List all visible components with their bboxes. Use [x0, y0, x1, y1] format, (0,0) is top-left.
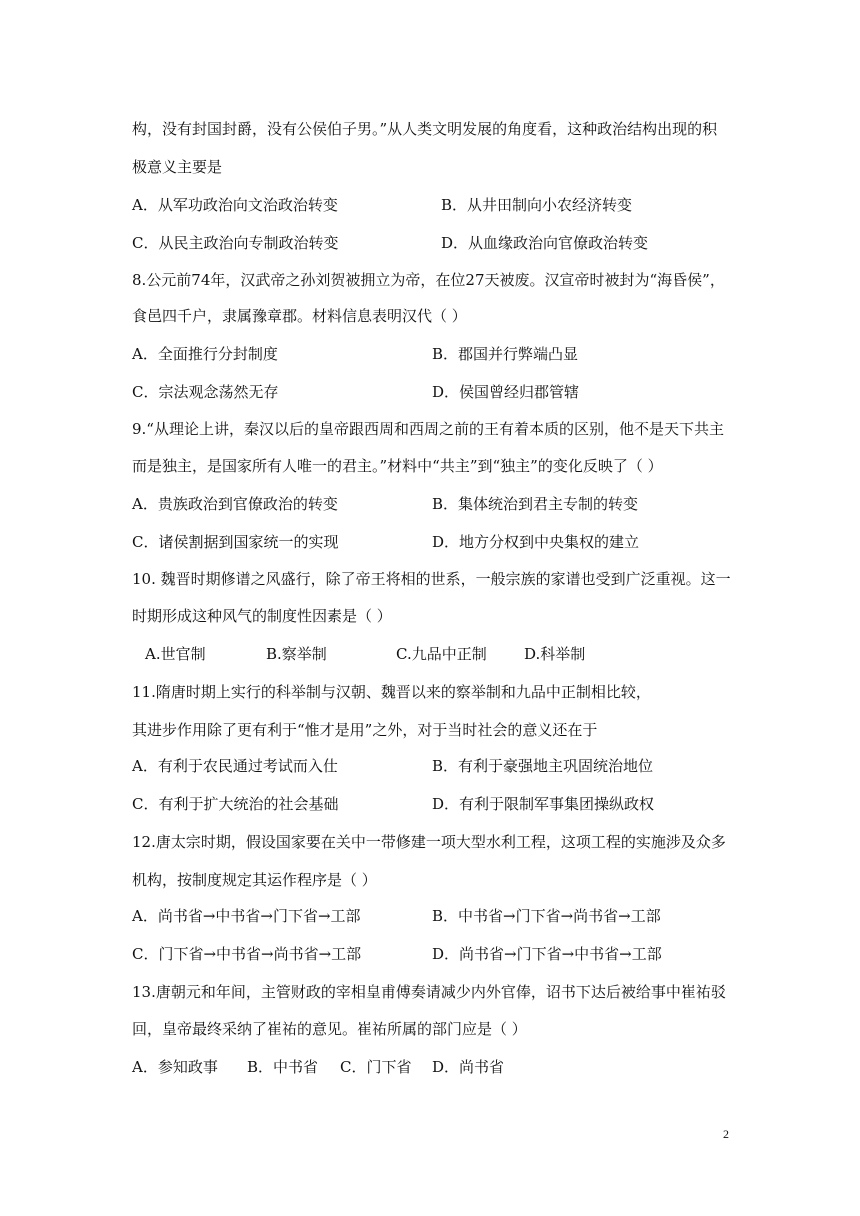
q9-option-a: A．贵族政治到官僚政治的转变 [132, 495, 338, 513]
q10-option-c: C.九品中正制 [396, 645, 487, 663]
q9-option-b: B．集体统治到君主专制的转变 [432, 495, 639, 513]
q11-stem-line-2: 其进步作用除了更有利于“惟才是用”之外，对于当时社会的意义还在于 [132, 721, 598, 739]
q10-option-b: B.察举制 [266, 645, 327, 663]
q12-stem-line-1: 12.唐太宗时期，假设国家要在关中一带修建一项大型水利工程，这项工程的实施涉及众多 [132, 833, 726, 851]
q13-option-d: D．尚书省 [432, 1058, 505, 1076]
q10-option-a: A.世官制 [145, 645, 206, 663]
q8-stem-line-2: 食邑四千户，隶属豫章郡。材料信息表明汉代（ ） [132, 307, 467, 325]
q8-stem-line-1: 8.公元前74年，汉武帝之孙刘贺被拥立为帝，在位27天被废。汉宣帝时被封为“海昏侯”， [132, 271, 725, 289]
q8-option-a: A．全面推行分封制度 [132, 345, 278, 363]
q10-stem-line-2: 时期形成这种风气的制度性因素是（ ） [132, 607, 392, 625]
q11-option-c: C．有利于扩大统治的社会基础 [132, 795, 339, 813]
q7-option-a: A．从军功政治向文治政治转变 [132, 196, 338, 214]
q12-option-d: D．尚书省→门下省→中书省→工部 [432, 945, 662, 963]
q13-stem-line-1: 13.唐朝元和年间，主管财政的宰相皇甫傅奏请减少内外官俸，诏书下达后被给事中崔祐驳 [132, 983, 726, 1001]
q13-option-c: C．门下省 [340, 1058, 412, 1076]
q11-stem-line-1: 11.隋唐时期上实行的科举制与汉朝、魏晋以来的察举制和九品中正制相比较， [132, 683, 651, 701]
q9-option-d: D．地方分权到中央集权的建立 [432, 533, 640, 551]
q9-stem-line-1: 9.“从理论上讲，秦汉以后的皇帝跟西周和西周之前的王有着本质的区别，他不是天下共主 [132, 420, 724, 438]
q12-option-c: C．门下省→中书省→尚书省→工部 [132, 945, 362, 963]
q13-option-a: A．参知政事 [132, 1058, 218, 1076]
q12-stem-line-2: 机构，按制度规定其运作程序是（ ） [132, 871, 377, 889]
q8-option-d: D．侯国曾经归郡管辖 [432, 383, 580, 401]
q7-option-b: B．从井田制向小农经济转变 [441, 196, 633, 214]
q9-stem-line-2: 而是独主，是国家所有人唯一的君主。”材料中“共主”到“独主”的变化反映了（ ） [132, 457, 663, 475]
q11-option-a: A．有利于农民通过考试而入仕 [132, 757, 338, 775]
q11-option-d: D．有利于限制军事集团操纵政权 [432, 795, 655, 813]
q7-option-c: C．从民主政治向专制政治转变 [132, 234, 339, 252]
q12-option-b: B．中书省→门下省→尚书省→工部 [432, 907, 661, 925]
q8-option-c: C．宗法观念荡然无存 [132, 383, 279, 401]
q8-option-b: B．郡国并行弊端凸显 [432, 345, 579, 363]
page-number: 2 [723, 1127, 729, 1141]
q11-option-b: B．有利于豪强地主巩固统治地位 [432, 757, 654, 775]
q13-option-b: B．中书省 [247, 1058, 319, 1076]
q10-stem-line-1: 10. 魏晋时期修谱之风盛行，除了帝王将相的世系，一般宗族的家谱也受到广泛重视。这一 [132, 570, 731, 588]
q10-option-d: D.科举制 [524, 645, 586, 663]
q9-option-c: C．诸侯割据到国家统一的实现 [132, 533, 339, 551]
q12-option-a: A．尚书省→中书省→门下省→工部 [132, 907, 361, 925]
q13-stem-line-2: 回，皇帝最终采纳了崔祐的意见。崔祐所属的部门应是（ ） [132, 1020, 527, 1038]
q7-option-d: D．从血缘政治向官僚政治转变 [441, 234, 649, 252]
q7-stem-line-2: 极意义主要是 [132, 158, 223, 176]
q7-stem-line-1: 构，没有封国封爵，没有公侯伯子男。”从人类文明发展的角度看，这种政治结构出现的积 [132, 120, 718, 138]
